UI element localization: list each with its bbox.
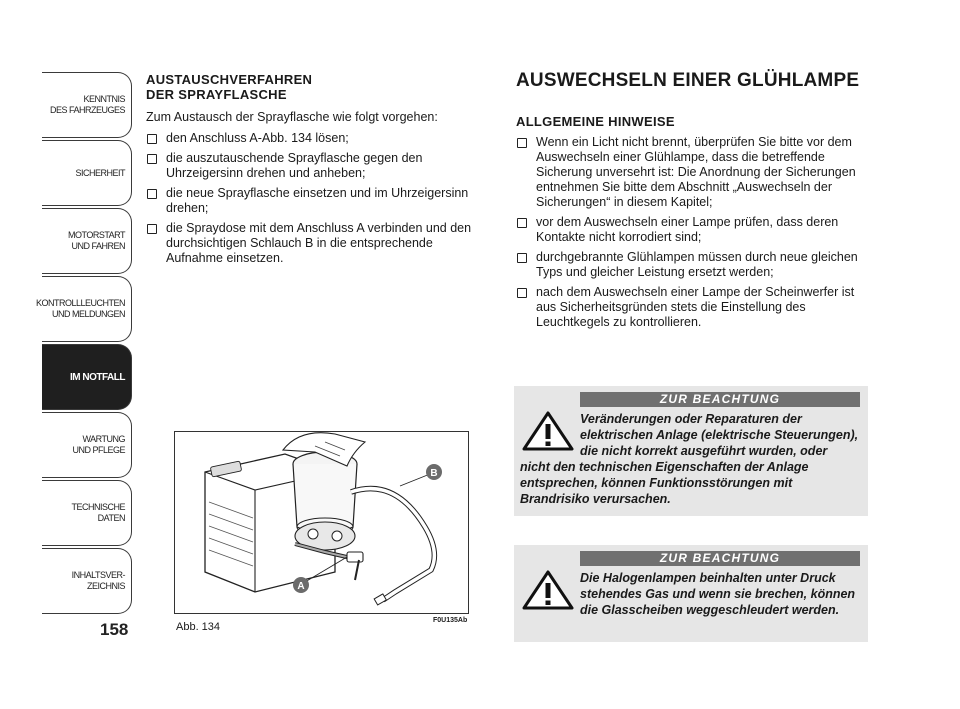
list-item-text: die auszutauschende Sprayflasche gegen den Uhrzeigersinn drehen und anheben; [166,151,423,180]
left-column [146,72,486,271]
page-title: AUSWECHSELN EINER GLÜHLAMPE [516,70,860,91]
figure-label-b: B [430,468,438,479]
sidebar-tab-sicherheit[interactable]: SICHERHEIT [42,140,132,206]
list-item [516,215,871,245]
list-item [146,131,486,146]
figure-label-a: A [297,581,305,592]
list-item [146,151,486,181]
list-item-text: die Spraydose mit dem Anschluss A verbinden und den durchsichtigen Schlauch B in die entsprechende Aufnahme einsetzen. [166,221,472,265]
figure-compressor-illustration [174,431,469,614]
right-column [516,70,871,335]
sidebar-tab-im-notfall[interactable]: IM NOTFALL [42,344,132,410]
figure-code: F0U135Ab [433,617,468,624]
checkbox-bullet-icon [517,218,527,228]
list-item [516,285,871,330]
checkbox-bullet-icon [147,224,157,234]
list-item [146,186,486,216]
warning-triangle-icon [522,411,574,451]
checkbox-bullet-icon [147,134,157,144]
checkbox-bullet-icon [147,189,157,199]
sidebar-tab-technische-daten[interactable]: TECHNISCHE DATEN [42,480,132,546]
warning-label: ZUR BEACHTUNG [580,392,860,407]
figure-caption: Abb. 134 [176,621,221,633]
warning-box-halogen [514,545,868,642]
list-item [516,250,871,280]
checkbox-bullet-icon [517,138,527,148]
warning-label: ZUR BEACHTUNG [580,551,860,566]
section-subtitle: ALLGEMEINE HINWEISE [516,114,675,129]
list-item-text: vor dem Auswechseln einer Lampe prüfen, dass deren Kontakte nicht korrodiert sind; [536,215,839,244]
intro-paragraph: Zum Austausch der Sprayflasche wie folgt vorgehen: [146,110,438,124]
compressor-illustration [175,432,468,613]
warning-text: Die Halogenlampen beinhalten unter Druck stehendes Gas und wenn sie brechen, können die Glasscheiben weggeschleudert werden. [580,571,856,617]
checkbox-bullet-icon [517,253,527,263]
sidebar-tab-inhaltsverzeichnis[interactable]: INHALTSVER- ZEICHNIS [42,548,132,614]
sidebar-tab-kontrollleuchten[interactable]: KONTROLLLEUCHTEN UND MELDUNGEN [42,276,132,342]
checkbox-bullet-icon [147,154,157,164]
list-item-text: die neue Sprayflasche einsetzen und im Uhrzeigersinn drehen; [166,186,469,215]
list-item-text: nach dem Auswechseln einer Lampe der Scheinwerfer ist aus Sicherheitsgründen stets die Einstellung des Leuchtkegels zu kontrollieren. [536,285,855,329]
list-item [516,135,871,210]
checkbox-bullet-icon [517,288,527,298]
page-number: 158 [100,620,129,639]
list-item-text: durchgebrannte Glühlampen müssen durch neue gleichen Typs und gleicher Leistung ersetzt werden; [536,250,858,279]
list-item-text: den Anschluss A-Abb. 134 lösen; [166,131,349,145]
section-heading-line1: AUSTAUSCHVERFAHREN [146,72,313,87]
warning-triangle-icon [522,570,574,610]
sidebar-tab-motorstart[interactable]: MOTORSTART UND FAHREN [42,208,132,274]
list-item [146,221,486,266]
warning-box-electrical [514,386,868,516]
sidebar-tab-wartung[interactable]: WARTUNG UND PFLEGE [42,412,132,478]
sidebar-tab-kenntnis[interactable]: KENNTNIS DES FAHRZEUGES [42,72,132,138]
list-item-text: Wenn ein Licht nicht brennt, überprüfen Sie bitte vor dem Auswechseln einer Glühlampe, dass die betreffende Sicherung unversehrt ist: Die Anordnung der Sicherungen entnehmen Sie bitte dem Abschnitt „Auswechseln der Sicherungen“ in diesem Kapitel; [536,135,856,209]
warning-text: Veränderungen oder Reparaturen der elektrischen Anlage (elektrische Steuerungen), die nicht korrekt ausgeführt wurden, oder nicht den technischen Eigenschaften der Anlage entsprechen, können Funktionsstörungen mit Brandrisiko verursachen. [520,412,859,506]
section-heading-line2: DER SPRAYFLASCHE [146,87,287,102]
